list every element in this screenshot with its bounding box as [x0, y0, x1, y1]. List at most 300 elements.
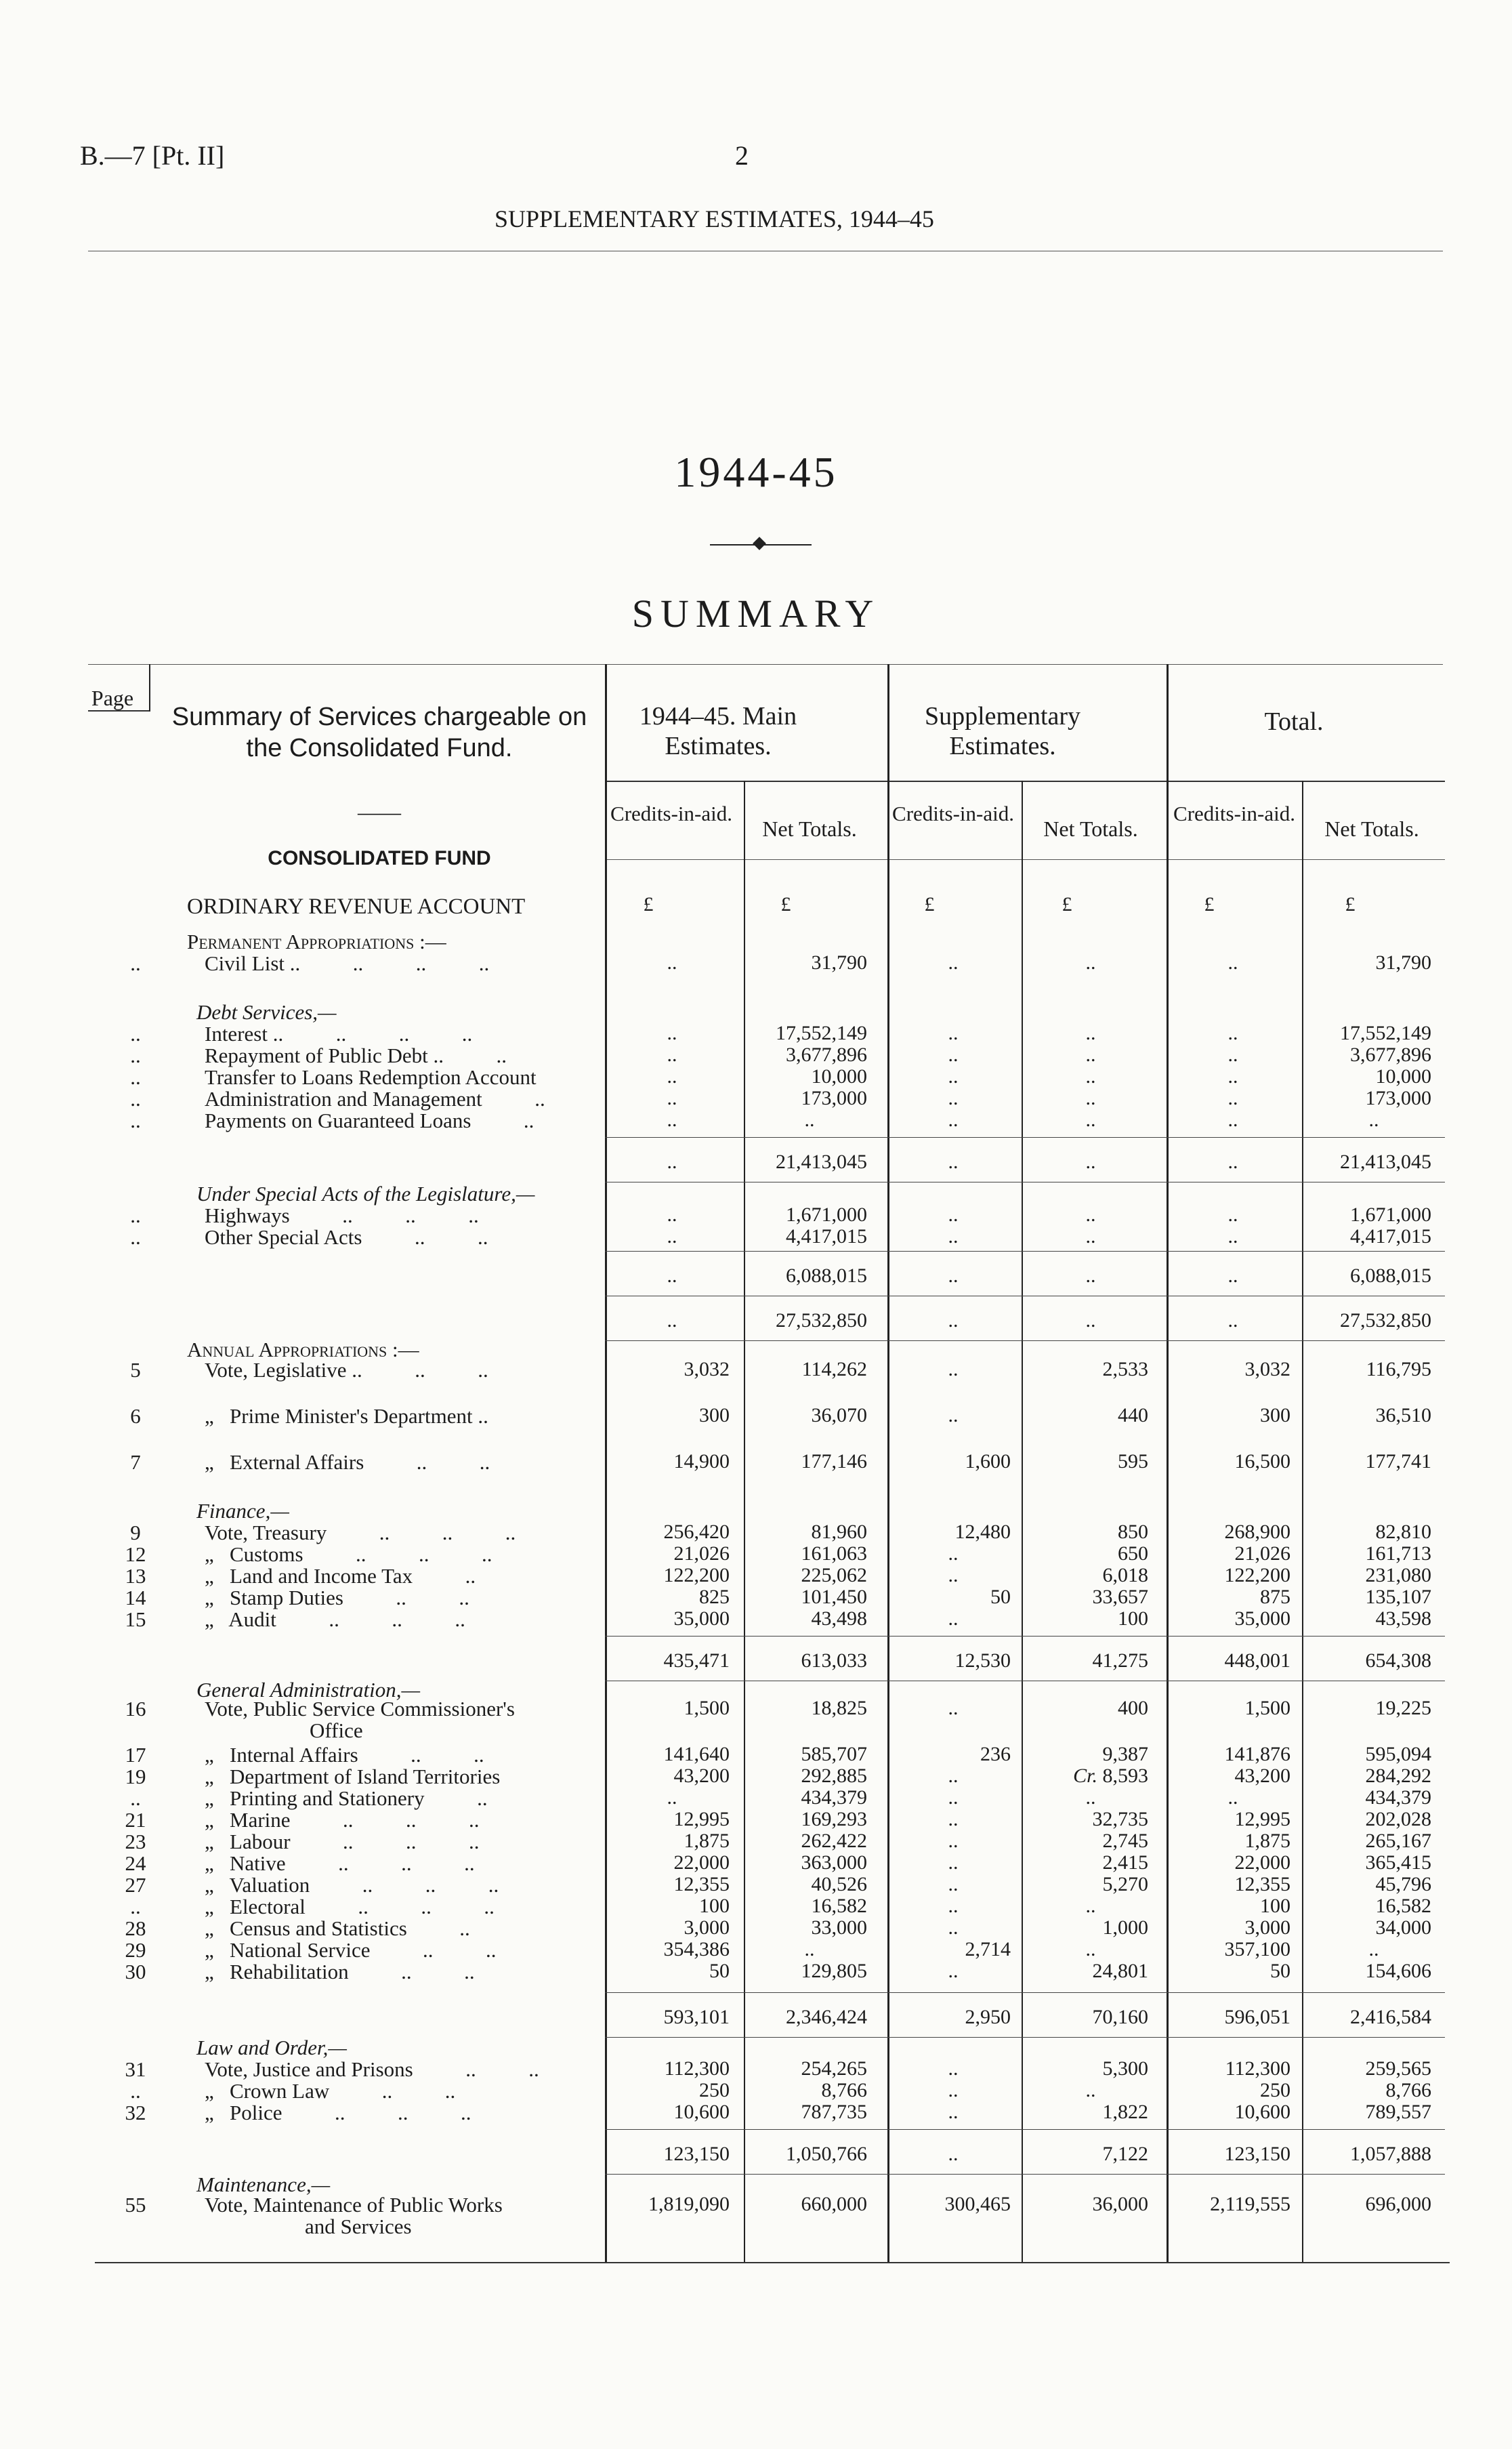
cell-total-net: 45,796: [1375, 1873, 1431, 1895]
cell-total-net: 2,416,584: [1350, 2006, 1431, 2028]
cell-main-credits: 3,032: [684, 1358, 730, 1380]
row-label: „ Native .. .. ..: [205, 1851, 475, 1875]
row-page-ref: 19: [125, 1765, 146, 1788]
row-label: Vote, Justice and Prisons .. ..: [205, 2057, 539, 2081]
subtotal-rule: [605, 1137, 1445, 1138]
cell-supp-credits: ..: [948, 1203, 959, 1226]
cell-supp-net: ..: [1085, 1203, 1096, 1226]
cell-supp-net: 70,160: [1092, 2006, 1148, 2028]
consolidated-fund-heading: CONSOLIDATED FUND: [268, 847, 491, 869]
row-label: „ Audit .. .. ..: [205, 1607, 465, 1631]
cell-total-net: 16,582: [1375, 1895, 1431, 1917]
cell-main-credits: 250: [699, 2079, 730, 2101]
cell-total-net: 27,532,850: [1340, 1309, 1431, 1332]
row-page-ref: 16: [125, 1697, 146, 1721]
cell-supp-net: ..: [1085, 1264, 1096, 1287]
column-header-bottom-rule: [605, 859, 1445, 860]
cell-main-net: 585,707: [801, 1743, 867, 1765]
subhead-main-credits: Credits-in-aid.: [610, 802, 732, 825]
cell-main-credits: 35,000: [673, 1607, 730, 1630]
cell-supp-net: 595: [1118, 1450, 1148, 1473]
cell-main-net: 10,000: [811, 1065, 867, 1088]
cell-main-net: 129,805: [801, 1960, 867, 1982]
cell-supp-credits: ..: [948, 1087, 959, 1109]
cell-total-credits: 448,001: [1224, 1649, 1290, 1672]
row-label: Permanent Appropriations :—: [187, 930, 446, 953]
cell-main-credits: ..: [667, 1786, 677, 1809]
subtotal-rule: [605, 1636, 1445, 1637]
cell-main-net: 434,379: [801, 1786, 867, 1809]
cell-total-credits: 12,355: [1234, 1873, 1290, 1895]
cell-supp-credits: ..: [948, 2057, 959, 2080]
cell-total-credits: 112,300: [1225, 2057, 1290, 2080]
cell-total-net: 3,677,896: [1350, 1044, 1431, 1066]
cell-main-net: 8,766: [821, 2079, 867, 2101]
cell-main-credits: 122,200: [663, 1564, 730, 1586]
cell-total-credits: ..: [1227, 1225, 1238, 1248]
cell-main-net: 262,422: [801, 1830, 867, 1852]
subtotal-rule: [605, 2174, 1445, 2175]
subtotal-rule: [605, 2037, 1445, 2038]
subhead-main-net: Net Totals.: [762, 817, 857, 841]
cell-total-net: 161,713: [1365, 1542, 1431, 1565]
row-label: Maintenance,—: [196, 2173, 331, 2196]
row-page-ref: ..: [130, 1065, 141, 1089]
cell-supp-net: 5,300: [1102, 2057, 1148, 2080]
cell-main-credits: 1,819,090: [648, 2193, 730, 2215]
cell-total-credits: 122,200: [1224, 1564, 1290, 1586]
row-label: Vote, Treasury .. .. ..: [205, 1521, 516, 1544]
subheader-rule: [605, 781, 1445, 782]
cell-supp-credits: ..: [948, 1808, 959, 1830]
cell-total-credits: ..: [1227, 1044, 1238, 1066]
cell-main-credits: 300: [699, 1404, 730, 1426]
cell-total-net: 43,598: [1375, 1607, 1431, 1630]
cell-main-net: 613,033: [801, 1649, 867, 1672]
cell-supp-net: 2,415: [1102, 1851, 1148, 1874]
cell-total-net: ..: [1368, 1938, 1379, 1960]
header-supplementary-estimates: Supplementary Estimates.: [924, 702, 1081, 760]
cell-main-net: 787,735: [801, 2101, 867, 2123]
page-col-divider: [149, 664, 150, 712]
row-label: „ Land and Income Tax ..: [205, 1564, 476, 1588]
cell-total-credits: 43,200: [1234, 1765, 1290, 1787]
cell-total-credits: 123,150: [1224, 2143, 1290, 2165]
row-page-ref: 24: [125, 1851, 146, 1875]
cell-supp-net: 2,533: [1102, 1358, 1148, 1380]
cell-supp-net: ..: [1085, 1044, 1096, 1066]
row-page-ref: 15: [125, 1607, 146, 1631]
cell-total-credits: ..: [1227, 1203, 1238, 1226]
cell-main-credits: ..: [667, 1151, 677, 1173]
row-label: Vote, Public Service Commissioner's: [205, 1697, 515, 1721]
cell-supp-net: ..: [1085, 2079, 1096, 2101]
row-label: „ Prime Minister's Department ..: [205, 1404, 488, 1428]
cell-main-credits: 22,000: [673, 1851, 730, 1874]
cell-main-credits: ..: [667, 951, 677, 974]
cell-supp-net: 400: [1118, 1697, 1148, 1719]
cell-total-credits: ..: [1227, 1022, 1238, 1044]
row-label: Highways .. .. ..: [205, 1203, 479, 1227]
cell-total-net: 31,790: [1375, 951, 1431, 974]
cell-main-credits: 825: [699, 1586, 730, 1608]
cell-total-net: 4,417,015: [1350, 1225, 1431, 1248]
cell-total-net: 116,795: [1366, 1358, 1431, 1380]
cell-supp-credits: 2,714: [965, 1938, 1011, 1960]
cell-supp-net: ..: [1085, 1151, 1096, 1173]
cell-total-credits: 21,026: [1234, 1542, 1290, 1565]
cell-total-net: 6,088,015: [1350, 1264, 1431, 1287]
cell-supp-credits: ..: [948, 1225, 959, 1248]
pound-sign: £: [1345, 893, 1356, 915]
row-page-ref: ..: [130, 1203, 141, 1227]
cell-total-credits: 875: [1260, 1586, 1290, 1608]
cell-supp-net: ..: [1085, 1087, 1096, 1109]
cell-total-net: 154,606: [1365, 1960, 1431, 1982]
cell-total-credits: 12,995: [1234, 1808, 1290, 1830]
cell-main-net: 101,450: [801, 1586, 867, 1608]
cell-total-credits: 3,032: [1244, 1358, 1290, 1380]
cell-supp-net: 6,018: [1102, 1564, 1148, 1586]
cell-total-net: 654,308: [1365, 1649, 1431, 1672]
cell-supp-net: ..: [1085, 1022, 1096, 1044]
row-label: Annual Appropriations :—: [187, 1338, 419, 1361]
row-label: Office: [205, 1719, 363, 1742]
cell-main-net: 21,413,045: [776, 1151, 867, 1173]
cell-supp-net: 41,275: [1092, 1649, 1148, 1672]
cell-total-net: 177,741: [1365, 1450, 1431, 1473]
cell-supp-credits: ..: [948, 1044, 959, 1066]
row-page-ref: 12: [125, 1542, 146, 1566]
cell-main-net: 161,063: [801, 1542, 867, 1565]
cell-total-credits: ..: [1227, 1786, 1238, 1809]
cell-supp-net: ..: [1085, 1225, 1096, 1248]
cell-total-credits: ..: [1227, 1109, 1238, 1131]
cell-supp-net: 2,745: [1102, 1830, 1148, 1852]
row-page-ref: ..: [130, 1895, 141, 1918]
row-page-ref: 28: [125, 1916, 146, 1940]
cell-total-net: 10,000: [1375, 1065, 1431, 1088]
cell-main-credits: 593,101: [663, 2006, 730, 2028]
row-label: Vote, Legislative .. .. ..: [205, 1358, 488, 1382]
cell-total-credits: 250: [1260, 2079, 1290, 2101]
cell-supp-credits: ..: [948, 951, 959, 974]
cell-supp-net: 5,270: [1102, 1873, 1148, 1895]
cell-supp-credits: ..: [948, 1264, 959, 1287]
cell-main-net: 3,677,896: [786, 1044, 867, 1066]
cell-total-credits: 1,500: [1244, 1697, 1290, 1719]
cell-supp-net: 440: [1118, 1404, 1148, 1426]
cell-supp-credits: ..: [948, 1022, 959, 1044]
cell-supp-net: ..: [1085, 1895, 1096, 1917]
row-label: „ Rehabilitation .. ..: [205, 1960, 475, 1983]
cell-main-credits: 50: [709, 1960, 730, 1982]
cell-main-net: 40,526: [811, 1873, 867, 1895]
cell-supp-net: 36,000: [1092, 2193, 1148, 2215]
cell-supp-credits: ..: [948, 1607, 959, 1630]
cell-total-net: 1,057,888: [1350, 2143, 1431, 2165]
cell-total-credits: 50: [1270, 1960, 1290, 1982]
cell-total-credits: ..: [1227, 1309, 1238, 1332]
row-page-ref: 14: [125, 1586, 146, 1609]
cell-main-credits: 3,000: [684, 1916, 730, 1939]
cell-supp-credits: ..: [948, 1786, 959, 1809]
row-label: „ Crown Law .. ..: [205, 2079, 456, 2103]
cell-total-net: 265,167: [1365, 1830, 1431, 1852]
cell-supp-credits: ..: [948, 1309, 959, 1332]
cell-supp-net: ..: [1085, 1065, 1096, 1088]
row-label: General Administration,—: [196, 1678, 421, 1702]
row-page-ref: 55: [125, 2193, 146, 2217]
cell-main-net: 33,000: [811, 1916, 867, 1939]
cell-supp-credits: 50: [990, 1586, 1011, 1608]
cell-supp-credits: ..: [948, 1404, 959, 1426]
row-label: Administration and Management ..: [205, 1087, 545, 1111]
row-label: „ National Service .. ..: [205, 1938, 497, 1962]
cell-supp-credits: ..: [948, 2079, 959, 2101]
cell-main-credits: ..: [667, 1309, 677, 1332]
cell-total-net: 595,094: [1365, 1743, 1431, 1765]
row-label: „ Stamp Duties .. ..: [205, 1586, 469, 1609]
cell-total-credits: ..: [1227, 951, 1238, 974]
cell-main-credits: 354,386: [663, 1938, 730, 1960]
cell-main-credits: ..: [667, 1264, 677, 1287]
cell-total-credits: 141,876: [1224, 1743, 1290, 1765]
page-number: 2: [735, 140, 749, 171]
ordinary-revenue-heading: ORDINARY REVENUE ACCOUNT: [187, 894, 526, 919]
cell-main-credits: 141,640: [663, 1743, 730, 1765]
cell-total-credits: ..: [1227, 1151, 1238, 1173]
row-label: Under Special Acts of the Legislature,—: [196, 1182, 535, 1206]
cell-main-credits: 100: [699, 1895, 730, 1917]
cell-main-credits: ..: [667, 1022, 677, 1044]
pound-sign: £: [643, 893, 654, 915]
cell-main-net: 18,825: [811, 1697, 867, 1719]
row-label: „ Census and Statistics ..: [205, 1916, 470, 1940]
cell-supp-net: 850: [1118, 1521, 1148, 1543]
cell-total-net: 21,413,045: [1340, 1151, 1431, 1173]
cell-total-net: 19,225: [1375, 1697, 1431, 1719]
row-label: Civil List .. .. .. ..: [205, 951, 490, 975]
row-label: Law and Order,—: [196, 2036, 347, 2059]
row-label: „ Marine .. .. ..: [205, 1808, 480, 1832]
cell-supp-credits: ..: [948, 1358, 959, 1380]
cell-main-credits: ..: [667, 1225, 677, 1248]
cell-main-net: 81,960: [811, 1521, 867, 1543]
pound-sign: £: [1204, 893, 1215, 915]
row-label: Transfer to Loans Redemption Account: [205, 1065, 537, 1089]
cell-main-credits: ..: [667, 1044, 677, 1066]
cell-main-credits: 10,600: [673, 2101, 730, 2123]
row-label: „ Department of Island Territories: [205, 1765, 501, 1788]
cell-supp-credits: 236: [980, 1743, 1011, 1765]
cell-supp-credits: ..: [948, 1697, 959, 1719]
cell-main-net: 169,293: [801, 1808, 867, 1830]
cell-total-net: 284,292: [1365, 1765, 1431, 1787]
dash-separator: ——: [358, 800, 401, 824]
cell-total-net: 1,671,000: [1350, 1203, 1431, 1226]
cell-main-credits: 435,471: [663, 1649, 730, 1672]
cell-supp-net: ..: [1085, 1109, 1096, 1131]
cell-total-credits: 100: [1260, 1895, 1290, 1917]
row-label: „ Electoral .. .. ..: [205, 1895, 495, 1918]
cell-supp-credits: 2,950: [965, 2006, 1011, 2028]
row-label: „ Printing and Stationery ..: [205, 1786, 488, 1810]
cell-main-credits: ..: [667, 1109, 677, 1131]
row-page-ref: 31: [125, 2057, 146, 2081]
table-bottom-rule: [95, 2262, 1450, 2263]
cell-main-credits: 256,420: [663, 1521, 730, 1543]
cell-supp-credits: ..: [948, 1830, 959, 1852]
cell-main-net: 660,000: [801, 2193, 867, 2215]
cell-main-net: 177,146: [801, 1450, 867, 1473]
cell-total-credits: ..: [1227, 1065, 1238, 1088]
pound-sign: £: [1062, 893, 1072, 915]
row-label: „ Customs .. .. ..: [205, 1542, 492, 1566]
cell-main-credits: 112,300: [664, 2057, 730, 2080]
cell-supp-credits: ..: [948, 2143, 959, 2165]
header-summary: Summary of Services chargeable on the Consolidated Fund.: [171, 703, 587, 762]
cell-total-net: 17,552,149: [1340, 1022, 1431, 1044]
pound-sign: £: [924, 893, 935, 915]
cell-supp-credits: ..: [948, 1542, 959, 1565]
cell-main-net: 16,582: [811, 1895, 867, 1917]
row-page-ref: 9: [130, 1521, 141, 1544]
cell-total-credits: 300: [1260, 1404, 1290, 1426]
cell-total-net: 365,415: [1365, 1851, 1431, 1874]
cell-total-net: 8,766: [1385, 2079, 1431, 2101]
cell-total-net: 173,000: [1365, 1087, 1431, 1109]
cell-supp-net: 1,822: [1102, 2101, 1148, 2123]
summary-title: SUMMARY: [631, 592, 881, 636]
cell-main-net: 43,498: [811, 1607, 867, 1630]
cell-total-credits: 596,051: [1224, 2006, 1290, 2028]
table-top-rule: [88, 664, 1443, 665]
cell-total-credits: 357,100: [1224, 1938, 1290, 1960]
cell-main-credits: 1,500: [684, 1697, 730, 1719]
row-page-ref: 21: [125, 1808, 146, 1832]
subhead-total-net: Net Totals.: [1324, 817, 1419, 841]
row-page-ref: 13: [125, 1564, 146, 1588]
cell-main-net: ..: [804, 1938, 815, 1960]
cell-total-credits: 268,900: [1224, 1521, 1290, 1543]
cell-main-net: ..: [804, 1109, 815, 1131]
row-page-ref: 32: [125, 2101, 146, 2124]
cell-total-net: ..: [1368, 1109, 1379, 1131]
cell-supp-net: ..: [1085, 1938, 1096, 1960]
cell-main-net: 4,417,015: [786, 1225, 867, 1248]
cell-main-net: 31,790: [811, 951, 867, 974]
cell-main-credits: ..: [667, 1065, 677, 1088]
row-page-ref: ..: [130, 1044, 141, 1067]
cell-total-credits: 16,500: [1234, 1450, 1290, 1473]
cell-main-credits: 21,026: [673, 1542, 730, 1565]
row-label: „ External Affairs .. ..: [205, 1450, 490, 1474]
row-page-ref: ..: [130, 1225, 141, 1249]
cell-total-credits: 22,000: [1234, 1851, 1290, 1874]
row-page-ref: ..: [130, 1786, 141, 1810]
cell-main-credits: 1,875: [684, 1830, 730, 1852]
row-page-ref: 29: [125, 1938, 146, 1962]
cell-total-credits: 10,600: [1234, 2101, 1290, 2123]
cell-supp-credits: 1,600: [965, 1450, 1011, 1473]
cell-main-credits: 12,355: [673, 1873, 730, 1895]
cell-main-credits: ..: [667, 1087, 677, 1109]
cell-supp-credits: ..: [948, 1151, 959, 1173]
row-page-ref: 27: [125, 1873, 146, 1897]
subtotal-rule: [605, 1251, 1445, 1252]
row-label: „ Internal Affairs .. ..: [205, 1743, 484, 1767]
cell-total-net: 231,080: [1365, 1564, 1431, 1586]
row-label: „ Valuation .. .. ..: [205, 1873, 499, 1897]
row-page-ref: 23: [125, 1830, 146, 1853]
running-title: SUPPLEMENTARY ESTIMATES, 1944–45: [495, 205, 934, 232]
cell-total-net: 696,000: [1365, 2193, 1431, 2215]
cell-total-net: 259,565: [1365, 2057, 1431, 2080]
subtotal-rule: [605, 1992, 1445, 1993]
row-page-ref: 6: [130, 1404, 141, 1428]
cell-main-net: 6,088,015: [786, 1264, 867, 1287]
cell-total-net: 434,379: [1365, 1786, 1431, 1809]
cell-supp-credits: ..: [948, 1895, 959, 1917]
row-page-ref: ..: [130, 951, 141, 975]
cell-supp-credits: ..: [948, 1765, 959, 1787]
row-page-ref: ..: [130, 1109, 141, 1132]
cell-total-credits: ..: [1227, 1087, 1238, 1109]
ornament-divider: [710, 542, 812, 546]
cell-total-credits: 2,119,555: [1210, 2193, 1290, 2215]
cell-supp-credits: ..: [948, 1065, 959, 1088]
row-label: Payments on Guaranteed Loans ..: [205, 1109, 534, 1132]
cell-main-net: 114,262: [801, 1358, 867, 1380]
row-page-ref: ..: [130, 1087, 141, 1111]
row-page-ref: 5: [130, 1358, 141, 1382]
cell-main-credits: ..: [667, 1203, 677, 1226]
cell-supp-net: 32,735: [1092, 1808, 1148, 1830]
header-main-estimates: 1944–45. Main Estimates.: [639, 702, 797, 760]
subhead-total-credits: Credits-in-aid.: [1173, 802, 1295, 825]
cell-main-credits: 123,150: [663, 2143, 730, 2165]
cell-supp-credits: ..: [948, 1564, 959, 1586]
cell-supp-net: ..: [1085, 1786, 1096, 1809]
cell-supp-net: 7,122: [1102, 2143, 1148, 2165]
row-label: Interest .. .. .. ..: [205, 1022, 473, 1046]
cell-total-credits: ..: [1227, 1264, 1238, 1287]
cell-main-net: 292,885: [801, 1765, 867, 1787]
subhead-supp-credits: Credits-in-aid.: [892, 802, 1014, 825]
subhead-supp-net: Net Totals.: [1043, 817, 1138, 841]
row-label: Repayment of Public Debt .. ..: [205, 1044, 507, 1067]
cell-supp-net: 1,000: [1102, 1916, 1148, 1939]
row-label: Other Special Acts .. ..: [205, 1225, 488, 1249]
cell-supp-net: 650: [1118, 1542, 1148, 1565]
cell-supp-credits: ..: [948, 1851, 959, 1874]
header-page: Page: [91, 686, 134, 710]
cell-supp-net: 100: [1118, 1607, 1148, 1630]
cell-total-credits: 35,000: [1234, 1607, 1290, 1630]
cell-supp-credits: ..: [948, 1960, 959, 1982]
cell-supp-credits: ..: [948, 1873, 959, 1895]
row-label: „ Police .. .. ..: [205, 2101, 471, 2124]
cell-total-net: 202,028: [1365, 1808, 1431, 1830]
cell-main-net: 1,050,766: [786, 2143, 867, 2165]
subtotal-rule: [605, 1340, 1445, 1341]
row-page-ref: 17: [125, 1743, 146, 1767]
cell-total-credits: 1,875: [1244, 1830, 1290, 1852]
cell-supp-net: ..: [1085, 1309, 1096, 1332]
cell-supp-credits: 12,530: [954, 1649, 1011, 1672]
cell-supp-net: Cr. 8,593: [1073, 1765, 1148, 1787]
